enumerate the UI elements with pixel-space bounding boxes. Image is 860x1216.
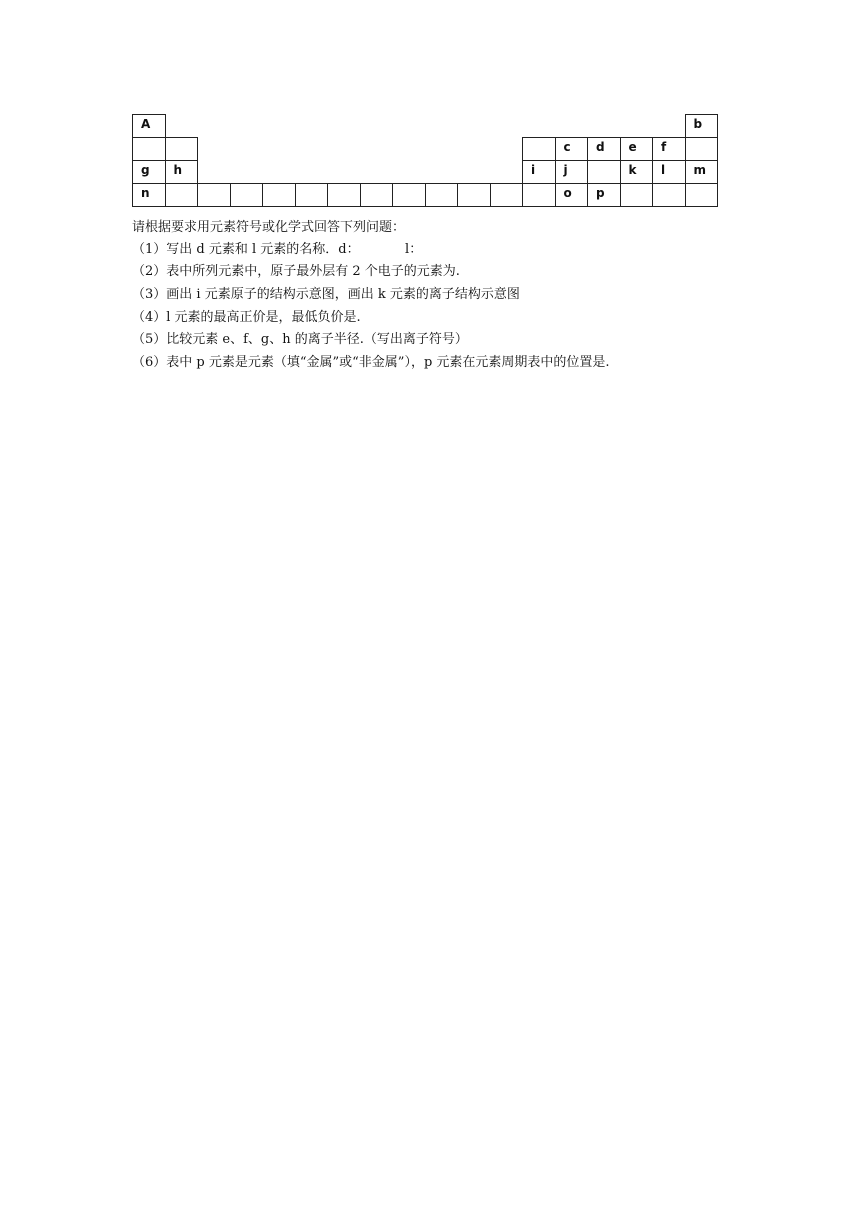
question-6: （6）表中 p 元素是元素（填“金属”或“非金属”），p 元素在元素周期表中的位置是.	[132, 355, 610, 370]
element-cell-A: A	[132, 114, 166, 138]
element-cell-i: i	[522, 160, 556, 184]
element-cell-empty	[360, 183, 394, 207]
element-cell-empty	[522, 183, 556, 207]
question-3: （3）画出 i 元素原子的结构示意图，画出 k 元素的离子结构示意图	[132, 287, 520, 302]
question-1: （1）写出 d 元素和 l 元素的名称．d： l：	[132, 242, 423, 257]
question-intro: 请根据要求用元素符号或化学式回答下列问题：	[132, 220, 406, 235]
element-cell-c: c	[555, 137, 589, 161]
element-cell-empty	[490, 183, 524, 207]
element-cell-n: n	[132, 183, 166, 207]
element-cell-empty	[262, 183, 296, 207]
element-cell-b: b	[685, 114, 719, 138]
element-cell-f: f	[652, 137, 686, 161]
element-cell-empty	[652, 183, 686, 207]
element-cell-empty	[392, 183, 426, 207]
element-cell-empty	[165, 137, 199, 161]
element-cell-empty	[197, 183, 231, 207]
element-cell-empty	[457, 183, 491, 207]
element-cell-k: k	[620, 160, 654, 184]
periodic-table	[132, 114, 728, 207]
element-cell-empty	[522, 137, 556, 161]
element-cell-d: d	[587, 137, 621, 161]
element-cell-empty	[132, 137, 166, 161]
element-cell-g: g	[132, 160, 166, 184]
element-cell-empty	[230, 183, 264, 207]
element-cell-empty	[165, 183, 199, 207]
element-cell-empty	[685, 183, 719, 207]
element-cell-empty	[620, 183, 654, 207]
element-cell-empty	[587, 160, 621, 184]
element-cell-empty	[425, 183, 459, 207]
question-2: （2）表中所列元素中，原子最外层有 2 个电子的元素为.	[132, 264, 460, 279]
question-5: （5）比较元素 e、f、g、h 的离子半径.（写出离子符号）	[132, 332, 468, 347]
element-cell-empty	[327, 183, 361, 207]
element-cell-p: p	[587, 183, 621, 207]
element-cell-e: e	[620, 137, 654, 161]
element-cell-h: h	[165, 160, 199, 184]
element-cell-empty	[295, 183, 329, 207]
question-4: （4）l 元素的最高正价是，最低负价是.	[132, 310, 361, 325]
element-cell-l: l	[652, 160, 686, 184]
element-cell-j: j	[555, 160, 589, 184]
element-cell-empty	[685, 137, 719, 161]
element-cell-o: o	[555, 183, 589, 207]
element-cell-m: m	[685, 160, 719, 184]
